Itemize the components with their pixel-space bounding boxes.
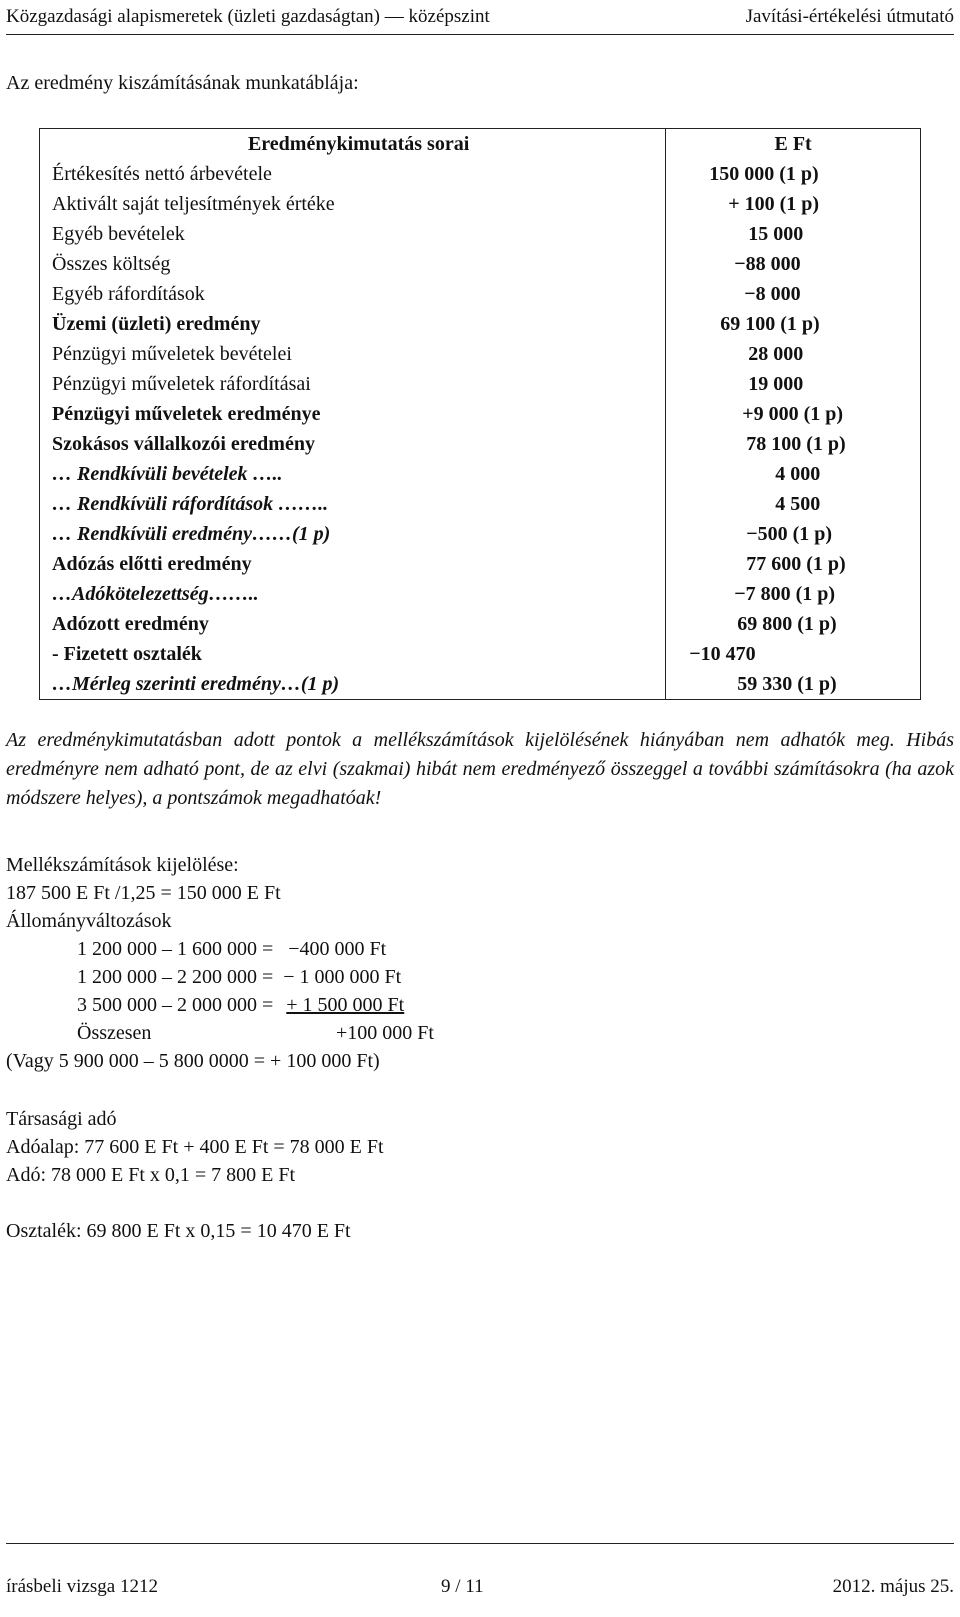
table-row [40,309,921,339]
row-value: −7 800 (1 p) [734,583,836,605]
stock-change-total-label: Összesen [77,1022,152,1044]
table-row [40,579,921,609]
row-label: Összes költség [40,249,666,279]
footer-exam-code: írásbeli vizsga 1212 [6,1576,158,1597]
row-value: + 100 (1 p) [728,193,820,215]
row-value: 28 000 [748,343,804,365]
row-label: Üzemi (üzleti) eredmény [40,309,666,339]
row-value: 78 100 (1 p) [746,433,846,455]
row-value: 4 000 [775,463,821,485]
row-value: −8 000 [744,283,801,305]
income-statement-table [39,128,921,700]
table-row [40,549,921,579]
stock-change-title: Állományváltozások [6,910,172,932]
table-row [40,219,921,249]
row-label: … Rendkívüli bevételek ….. [40,459,666,489]
row-value: 69 800 (1 p) [737,613,837,635]
row-label: Adózott eredmény [40,609,666,639]
row-value: 77 600 (1 p) [746,553,846,575]
dividend-line: Osztalék: 69 800 E Ft x 0,15 = 10 470 E Ft [6,1220,351,1242]
stock-change-line [77,994,404,1017]
table-row [40,249,921,279]
row-label: Szokásos vállalkozói eredmény [40,429,666,459]
alternative-calc: (Vagy 5 900 000 – 5 800 0000 = + 100 000 Ft) [6,1050,380,1072]
table-row [40,489,921,519]
row-value: 150 000 (1 p) [709,163,819,185]
row-label: Egyéb ráfordítások [40,279,666,309]
header-title: Közgazdasági alapismeretek (üzleti gazdaságtan) — középszint [6,6,490,27]
row-value: 4 500 [775,493,821,515]
row-label: Értékesítés nettó árbevétele [40,159,666,189]
row-value: −500 (1 p) [746,523,833,545]
table-row [40,159,921,189]
table-header-row [40,129,921,160]
row-label: - Fizetett osztalék [40,639,666,669]
footer-page-number: 9 / 11 [441,1576,484,1597]
row-label: …Adókötelezettség…….. [40,579,666,609]
table-row [40,639,921,669]
row-label: Pénzügyi műveletek ráfordításai [40,369,666,399]
header-rule [6,34,954,35]
row-value: −10 470 [689,643,756,665]
table-row [40,369,921,399]
stock-change-expression: 3 500 000 – 2 000 000 = [77,994,279,1016]
table-row [40,399,921,429]
tax-title: Társasági adó [6,1108,117,1130]
header-unit: E Ft [666,129,921,160]
row-label: Pénzügyi műveletek eredménye [40,399,666,429]
table-row [40,459,921,489]
table-row [40,609,921,639]
table-row [40,279,921,309]
row-label: Pénzügyi műveletek bevételei [40,339,666,369]
row-value: 19 000 [748,373,804,395]
section-title: Az eredmény kiszámításának munkatáblája: [6,72,359,94]
footer-date: 2012. május 25. [832,1576,954,1597]
stock-change-total-value: +100 000 Ft [336,1022,434,1044]
row-label: Adózás előtti eredmény [40,549,666,579]
row-label: Egyéb bevételek [40,219,666,249]
table-row [40,429,921,459]
stock-change-line: 1 200 000 – 1 600 000 = −400 000 Ft [77,938,387,960]
row-label: … Rendkívüli eredmény……(1 p) [40,519,666,549]
row-value: +9 000 (1 p) [742,403,844,425]
table-row [40,669,921,700]
row-label: …Mérleg szerinti eredmény…(1 p) [40,669,666,700]
header-doc-type: Javítási-értékelési útmutató [745,6,954,27]
row-value: 69 100 (1 p) [720,313,820,335]
tax-base-line: Adóalap: 77 600 E Ft + 400 E Ft = 78 000 E Ft [6,1136,384,1158]
stock-change-line: 1 200 000 – 2 200 000 = − 1 000 000 Ft [77,966,402,988]
page-header [6,0,954,30]
row-value: 15 000 [748,223,804,245]
row-label: … Rendkívüli ráfordítások …….. [40,489,666,519]
calc-line: 187 500 E Ft /1,25 = 150 000 E Ft [6,882,281,904]
row-value: −88 000 [734,253,801,275]
scoring-note: Az eredménykimutatásban adott pontok a mellékszámítások kijelölésének hiányában nem adhatók meg. Hibás eredményre nem adható pont, de az elvi (szakmai) hibát nem eredményező összeggel a további számításokra (ha azok módszere helyes), a pontszámok megadhatóak! [6,729,954,809]
row-value: 59 330 (1 p) [737,673,837,695]
table-row [40,519,921,549]
stock-change-result: + 1 500 000 Ft [286,994,405,1016]
footer-rule [6,1543,954,1544]
table-row [40,339,921,369]
header-label: Eredménykimutatás sorai [40,129,666,160]
tax-line: Adó: 78 000 E Ft x 0,1 = 7 800 E Ft [6,1164,296,1186]
table-row [40,189,921,219]
row-label: Aktivált saját teljesítmények értéke [40,189,666,219]
calc-title: Mellékszámítások kijelölése: [6,854,239,876]
